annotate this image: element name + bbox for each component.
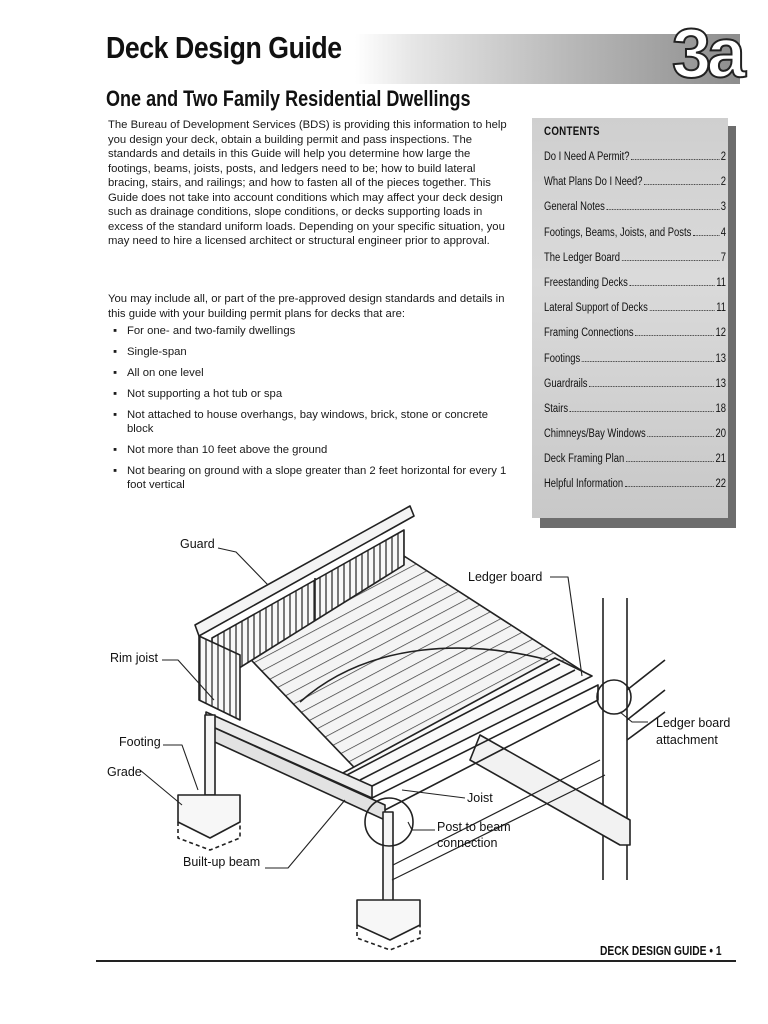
bullet-icon: ▪ bbox=[113, 346, 118, 358]
toc-item-framing-plan[interactable]: Deck Framing Plan 21 bbox=[544, 453, 727, 466]
toc-item-framing-connections[interactable]: Framing Connections 12 bbox=[544, 327, 727, 340]
toc-leader bbox=[693, 235, 719, 236]
criteria-item: ▪ Not more than 10 feet above the ground bbox=[113, 444, 328, 456]
bullet-icon: ▪ bbox=[113, 409, 118, 421]
toc-item-ledger-board[interactable]: The Ledger Board 7 bbox=[544, 251, 727, 264]
toc-leader bbox=[635, 335, 714, 336]
label-ledger-board: Ledger board bbox=[468, 570, 543, 584]
toc-item-permit[interactable]: Do I Need A Permit? 2 bbox=[544, 151, 727, 163]
deck-diagram bbox=[96, 500, 768, 960]
criteria-list bbox=[112, 324, 512, 499]
bullet-icon: ▪ bbox=[113, 325, 118, 337]
toc-item-general-notes[interactable]: General Notes 3 bbox=[544, 201, 727, 214]
bullet-icon: ▪ bbox=[113, 367, 118, 379]
criteria-item: ▪ Not attached to house overhangs, bay windows, brick, stone or concrete block bbox=[113, 409, 489, 435]
footing-left bbox=[178, 795, 240, 838]
label-rim-joist: Rim joist bbox=[110, 651, 158, 665]
toc-list bbox=[544, 151, 726, 504]
contents-heading: CONTENTS bbox=[544, 126, 600, 138]
footer-page-number: 1 bbox=[715, 944, 722, 958]
contents-box bbox=[532, 118, 728, 518]
toc-item-stairs[interactable]: Stairs 18 bbox=[544, 402, 727, 415]
toc-item-footings[interactable]: Footings 13 bbox=[544, 352, 727, 365]
page-subtitle: One and Two Family Residential Dwellings bbox=[106, 86, 471, 111]
toc-leader bbox=[630, 285, 715, 286]
toc-leader bbox=[589, 386, 714, 387]
toc-leader bbox=[649, 310, 714, 311]
label-guard: Guard bbox=[180, 537, 215, 551]
toc-item-lateral-support[interactable]: Lateral Support of Decks 11 bbox=[544, 302, 727, 315]
criteria-item: ▪ Single-span bbox=[113, 346, 187, 358]
label-footing: Footing bbox=[119, 735, 161, 749]
toc-item-guardrails[interactable]: Guardrails 13 bbox=[544, 377, 727, 390]
toc-leader bbox=[582, 361, 714, 362]
toc-item-helpful-info[interactable]: Helpful Information 22 bbox=[544, 478, 727, 491]
bullet-icon: ▪ bbox=[113, 465, 118, 477]
toc-leader bbox=[644, 184, 719, 185]
footer-rule bbox=[96, 960, 736, 962]
section-number: 3a bbox=[672, 14, 742, 92]
toc-leader bbox=[647, 436, 714, 437]
bullet-icon: ▪ bbox=[113, 388, 118, 400]
footer bbox=[600, 944, 722, 958]
criteria-item: ▪ Not bearing on ground with a slope greater than 2 feet horizontal for every 1 foot vertical bbox=[113, 465, 507, 491]
footer-separator: • bbox=[709, 944, 713, 958]
footing-front bbox=[357, 900, 420, 940]
label-joist: Joist bbox=[467, 791, 493, 805]
criteria-item: ▪ For one- and two-family dwellings bbox=[113, 325, 296, 337]
toc-item-freestanding[interactable]: Freestanding Decks 11 bbox=[544, 276, 727, 289]
page-title: Deck Design Guide bbox=[106, 30, 342, 65]
post-front bbox=[383, 812, 393, 902]
label-built-up-beam: Built-up beam bbox=[183, 855, 261, 869]
label-ledger-attachment-2: attachment bbox=[656, 733, 718, 747]
toc-leader bbox=[570, 411, 714, 412]
footer-label: DECK DESIGN GUIDE bbox=[600, 944, 707, 958]
toc-item-chimneys[interactable]: Chimneys/Bay Windows 20 bbox=[544, 428, 727, 441]
toc-leader bbox=[625, 486, 714, 487]
label-ledger-attachment-1: Ledger board bbox=[656, 716, 731, 730]
criteria-intro: You may include all, or part of the pre-approved design standards and details in this guide with your building permit plans for decks that are: bbox=[108, 293, 505, 320]
toc-leader bbox=[622, 260, 719, 261]
bullet-icon: ▪ bbox=[113, 444, 118, 456]
label-post-beam-2: connection bbox=[437, 836, 498, 850]
label-grade: Grade bbox=[107, 765, 142, 779]
toc-leader bbox=[606, 209, 719, 210]
toc-item-plans[interactable]: What Plans Do I Need? 2 bbox=[544, 176, 727, 189]
toc-item-footings-beams[interactable]: Footings, Beams, Joists, and Posts 4 bbox=[544, 226, 727, 239]
criteria-item: ▪ Not supporting a hot tub or spa bbox=[113, 388, 283, 400]
intro-paragraph: The Bureau of Development Services (BDS) is providing this information to help you design your deck, obtain a building permit and pass inspections. The standards and details in this Guide will help you determine how large the footings, beams, joists, posts, and ledgers need to be; how to build lateral bracing, stairs, and railings; and how to fasten all of the pieces together. This Guide does not take into account conditions which may affect your deck design such as drainage conditions, slope conditions, or decks supporting loads in excess of the standard uniform loads. Depending on your specific situation, you may need to hire a licensed architect or structural engineer prior to approval. bbox=[108, 119, 507, 247]
post-left bbox=[205, 715, 215, 795]
ledger-detail-circle bbox=[597, 680, 631, 714]
label-post-beam-1: Post to beam bbox=[437, 820, 511, 834]
toc-leader bbox=[631, 159, 719, 160]
toc-leader bbox=[626, 461, 714, 462]
criteria-item: ▪ All on one level bbox=[113, 367, 204, 379]
